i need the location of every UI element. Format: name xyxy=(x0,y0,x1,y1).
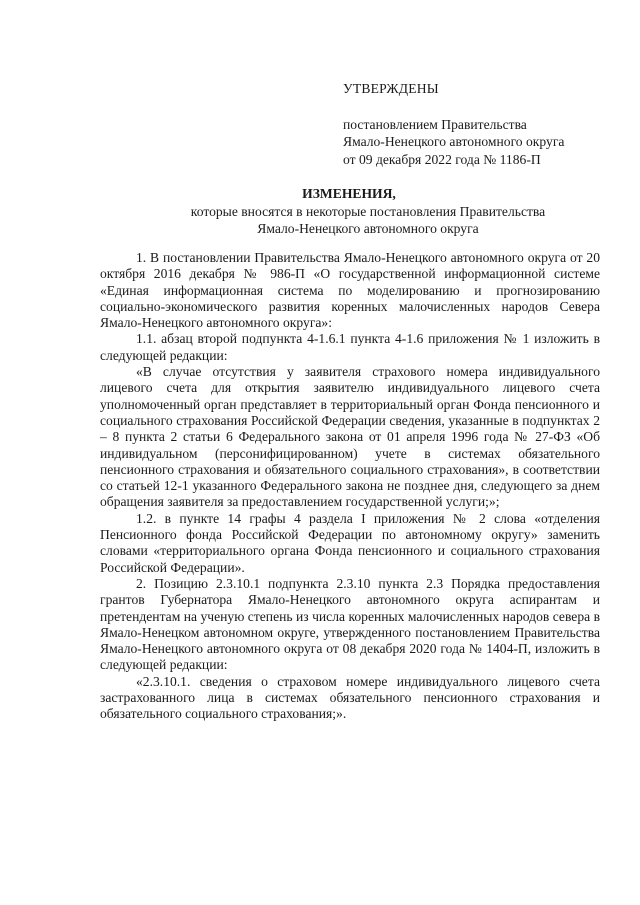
body-paragraph: 2. Позицию 2.3.10.1 подпункта 2.3.10 пункта 2.3 Порядка предоставления грантов Губернатора Ямало-Ненецкого автономного округа аспирантам и претендентам на ученую степень из числа коренных малочисленных народов севера в Ямало-Ненецком автономном округе, утвержденного постановлением Правительства Ямало-Ненецкого автономного округа от 08 декабря 2020 года № 1404-П, изложить в следующей редакции: xyxy=(100,575,600,673)
approval-line: постановлением Правительства xyxy=(343,116,527,132)
body-paragraph: «2.3.10.1. сведения о страховом номере индивидуального лицевого счета застрахованного лица в системах обязательного пенсионного страхования и обязательного социального страхования;». xyxy=(100,673,600,722)
body-paragraph: 1.2. в пункте 14 графы 4 раздела I приложения № 2 слова «отделения Пенсионного фонда Российской Федерации по автономному округу» заменить словами «территориального органа Фонда пенсионного и социального страхования Российской Федерации». xyxy=(100,510,600,575)
document-title: ИЗМЕНЕНИЯ, xyxy=(302,186,396,201)
approval-block xyxy=(343,80,633,168)
body-paragraph: 1. В постановлении Правительства Ямало-Ненецкого автономного округа от 20 октября 2016 декабря № 986-П «О государственной информационной системе «Единая информационная система по моделированию и прогнозированию социально-экономического развития коренных малочисленных народов Севера Ямало-Ненецкого автономного округа»: xyxy=(100,250,600,331)
body-paragraph: 1.1. абзац второй подпункта 4-1.6.1 пункта 4-1.6 приложения № 1 изложить в следующей редакции: xyxy=(100,331,600,363)
approval-line: от 09 декабря 2022 года № 1186-П xyxy=(343,151,541,167)
document-title-block xyxy=(0,185,640,238)
body-paragraph: «В случае отсутствия у заявителя страхового номера индивидуального лицевого счета для открытия заявителю индивидуального лицевого счета уполномоченный орган представляет в территориальный орган Фонда пенсионного и социального страхования Российской Федерации сведения, указанные в подпунктах 2 – 8 пункта 2 статьи 6 Федерального закона от 01 апреля 1996 года № 27-ФЗ «Об индивидуальном (персонифицированном) учете в системах обязательного пенсионного страхования и обязательного социального страхования», в соответствии со статьей 12-1 указанного Федерального закона не позднее дня, следующего за днем обращения заявителя за предоставлением государственной услуги;»; xyxy=(100,364,600,510)
approval-line: Ямало-Ненецкого автономного округа xyxy=(343,134,565,150)
document-subtitle-line: Ямало-Ненецкого автономного округа xyxy=(257,221,479,237)
document-body xyxy=(100,250,600,723)
approval-heading: УТВЕРЖДЕНЫ xyxy=(343,81,439,96)
document-subtitle-line: которые вносятся в некоторые постановления Правительства xyxy=(190,203,546,219)
